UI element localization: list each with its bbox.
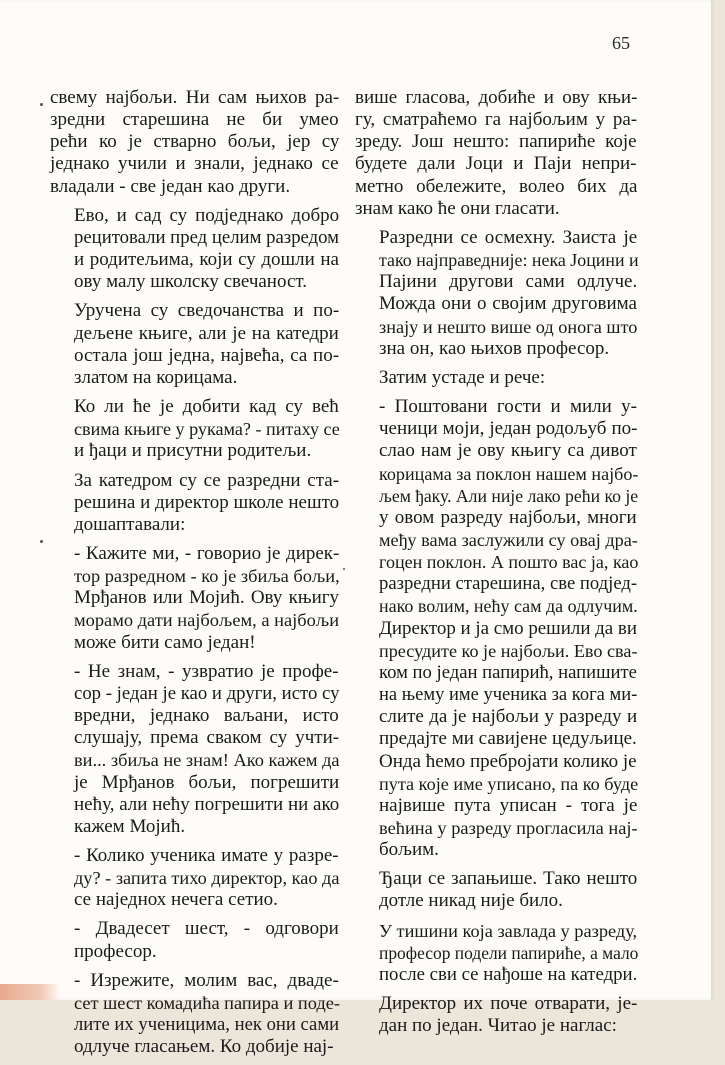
text-line: Директор и ја смо решили да ви: [379, 617, 637, 639]
paragraph: [50, 300, 339, 389]
text-line: свему најбољи. Ни сам њихов ра-: [50, 87, 340, 108]
text-line: пута које име уписано, па ко буде: [379, 773, 639, 794]
text-line: тако најправедније: нека Јоцини и: [379, 250, 639, 271]
scan-speck: [343, 568, 345, 570]
text-line: највише пута уписан - тога је: [379, 794, 638, 816]
text-line: Затим устаде и рече:: [379, 366, 546, 388]
paragraph: [355, 367, 637, 389]
text-line: ду? - запита тихо директор, као да: [74, 868, 340, 889]
paragraph: [355, 227, 637, 360]
text-line: слао нам је ову књигу са дивот: [379, 440, 637, 462]
text-line: пресудите ко је најбољи. Ево сва-: [379, 640, 638, 661]
text-line: решина и директор школе нешто: [74, 491, 340, 513]
text-line: нако волим, нећу сам да одлучим.: [379, 596, 638, 617]
text-line: У тишини која завлада у разреду,: [379, 920, 638, 941]
paragraph: [50, 396, 339, 462]
text-line: зна он, као њихов професор.: [379, 337, 610, 359]
text-line: сор - један је као и други, исто су: [74, 682, 340, 704]
text-line: више гласова, добиће и ову књи-: [355, 87, 638, 108]
text-line: будете дали Јоци и Паји непри-: [355, 153, 637, 175]
text-line: се наједнох нечега сетио.: [74, 889, 278, 911]
text-line: знам како ће они гласати.: [355, 197, 560, 219]
scan-speck: [40, 103, 43, 106]
text-line: ову малу школску свечаност.: [74, 271, 308, 293]
paragraph: [50, 661, 339, 838]
text-line: рећи ко је стварно бољи, јер су: [50, 131, 340, 153]
text-line: дан по један. Читао је наглас:: [379, 1015, 617, 1037]
text-line: у овом разреду најбољи, многи: [379, 506, 637, 528]
text-line: остала још једна, највећа, са по-: [74, 344, 340, 366]
text-line: је Мрђанов бољи, погрешити: [74, 771, 340, 793]
text-line: једнако учили и знали, једнако се: [50, 153, 339, 175]
text-line: рецитовали пред целим разредом: [74, 226, 340, 248]
paragraph: [355, 868, 637, 912]
text-line: и ђаци и присутни родитељи.: [74, 440, 312, 462]
paragraph: [50, 918, 339, 962]
text-line: ком по један папирић, напишите: [379, 661, 637, 683]
text-line: зредни старешина не би умео: [50, 109, 339, 131]
text-line: предајте ми савијене цедуљице.: [379, 728, 637, 750]
text-line: златом на корицама.: [74, 366, 238, 388]
text-line: љем ђаку. Али није лако рећи ко је: [379, 485, 639, 506]
text-line: сет шест комадића папира и поде-: [74, 992, 340, 1013]
text-line: гу, сматраћемо га најбољим у ра-: [355, 109, 638, 131]
text-line: нећу, али нећу погрешити ни ако: [74, 793, 340, 815]
paragraph: [50, 845, 339, 911]
text-line: зреду. Још нешто: папириће које: [355, 131, 637, 153]
text-line: - Двадесет шест, - одговори: [74, 918, 339, 940]
text-line: Разредни се осмехну. Заиста је: [379, 226, 638, 248]
text-line: гоцен поклон. А пошто вас ја, као: [379, 552, 639, 573]
text-line: Уручена су сведочанства и по-: [74, 300, 340, 322]
text-line: - Колико ученика имате у разре-: [74, 845, 339, 866]
text-line: владали - све један као други.: [50, 175, 291, 197]
paragraph: [50, 205, 339, 294]
text-line: знају и нешто више од онога што: [379, 316, 638, 337]
text-line: слите да је најбољи у разреду и: [379, 706, 638, 728]
text-line: - Поштовани гости и мили у-: [379, 396, 638, 418]
text-line: За катедром су се разредни ста-: [74, 469, 340, 491]
paragraph: [50, 543, 339, 654]
text-line: бољим.: [379, 839, 439, 861]
text-line: вредни, једнако ваљани, исто: [74, 705, 339, 727]
text-line: одлуче гласањем. Ко добије нај-: [74, 1036, 334, 1058]
text-line: разредни старешина, све подјед-: [379, 573, 638, 595]
text-line: и родитељима, који су дошли на: [74, 249, 339, 271]
text-line: дотле никад није било.: [379, 890, 563, 912]
text-line: дељене књиге, али је на катедри: [74, 322, 339, 344]
text-line: Ко ли ће је добити кад су већ: [74, 396, 339, 418]
text-line: корицама за поклон нашем најбо-: [379, 463, 639, 484]
text-line: Директор их поче отварати, је-: [379, 993, 638, 1015]
paragraph: [355, 396, 637, 861]
text-line: лите их ученицима, нек они сами: [74, 1014, 340, 1036]
text-line: Онда ћемо пребројати колико је: [379, 750, 637, 772]
text-line: слушају, према сваком су учти-: [74, 727, 340, 749]
paragraph: [50, 470, 339, 536]
left-text-column: [50, 87, 339, 1065]
text-line: после сви се нађоше на катедри.: [379, 963, 638, 985]
paragraph: [50, 87, 339, 198]
paragraph: [50, 970, 339, 1059]
text-line: свима књиге у рукама? - питаху се: [74, 419, 340, 440]
text-line: професор.: [74, 940, 157, 962]
text-line: морамо дати најбољем, а најбољи: [74, 610, 340, 631]
text-line: на њему име ученика за кога ми-: [379, 684, 638, 706]
text-line: Мрђанов или Мојић. Ову књигу: [74, 587, 340, 609]
text-line: Ђаци се запањише. Тако нешто: [379, 868, 638, 890]
page-edge: [711, 0, 718, 1000]
text-line: Ево, и сад су подједнако добро: [74, 204, 340, 226]
text-line: тор разредном - ко је збиља бољи,: [74, 566, 340, 587]
text-line: Пајини другови сами одлуче.: [379, 271, 638, 293]
text-line: међу вама заслужили су овај дра-: [379, 529, 638, 550]
text-line: ченици моји, један родољуб по-: [379, 418, 638, 440]
text-line: може бити само један!: [74, 631, 256, 653]
text-line: дошаптавали:: [74, 513, 186, 535]
paragraph: [355, 87, 637, 220]
text-line: кажем Мојић.: [74, 815, 186, 837]
paragraph: [355, 920, 637, 986]
right-text-column: [355, 87, 637, 1044]
page-number: 65: [612, 33, 630, 53]
text-line: - Не знам, - узвратио је профе-: [74, 660, 339, 682]
text-line: ви... збиља не знам! Ако кажем да: [74, 750, 340, 771]
text-line: - Изрежите, молим вас, двадe-: [74, 969, 339, 991]
text-line: метно обележите, волео бих да: [355, 175, 638, 197]
text-line: професор подели папириће, а мало: [379, 942, 639, 963]
text-line: - Кажите ми, - говорио је дирек-: [74, 542, 340, 564]
text-line: већина у разреду прогласила нај-: [379, 818, 638, 838]
scan-speck: [40, 540, 43, 543]
text-line: Можда они о својим друговима: [379, 293, 637, 315]
